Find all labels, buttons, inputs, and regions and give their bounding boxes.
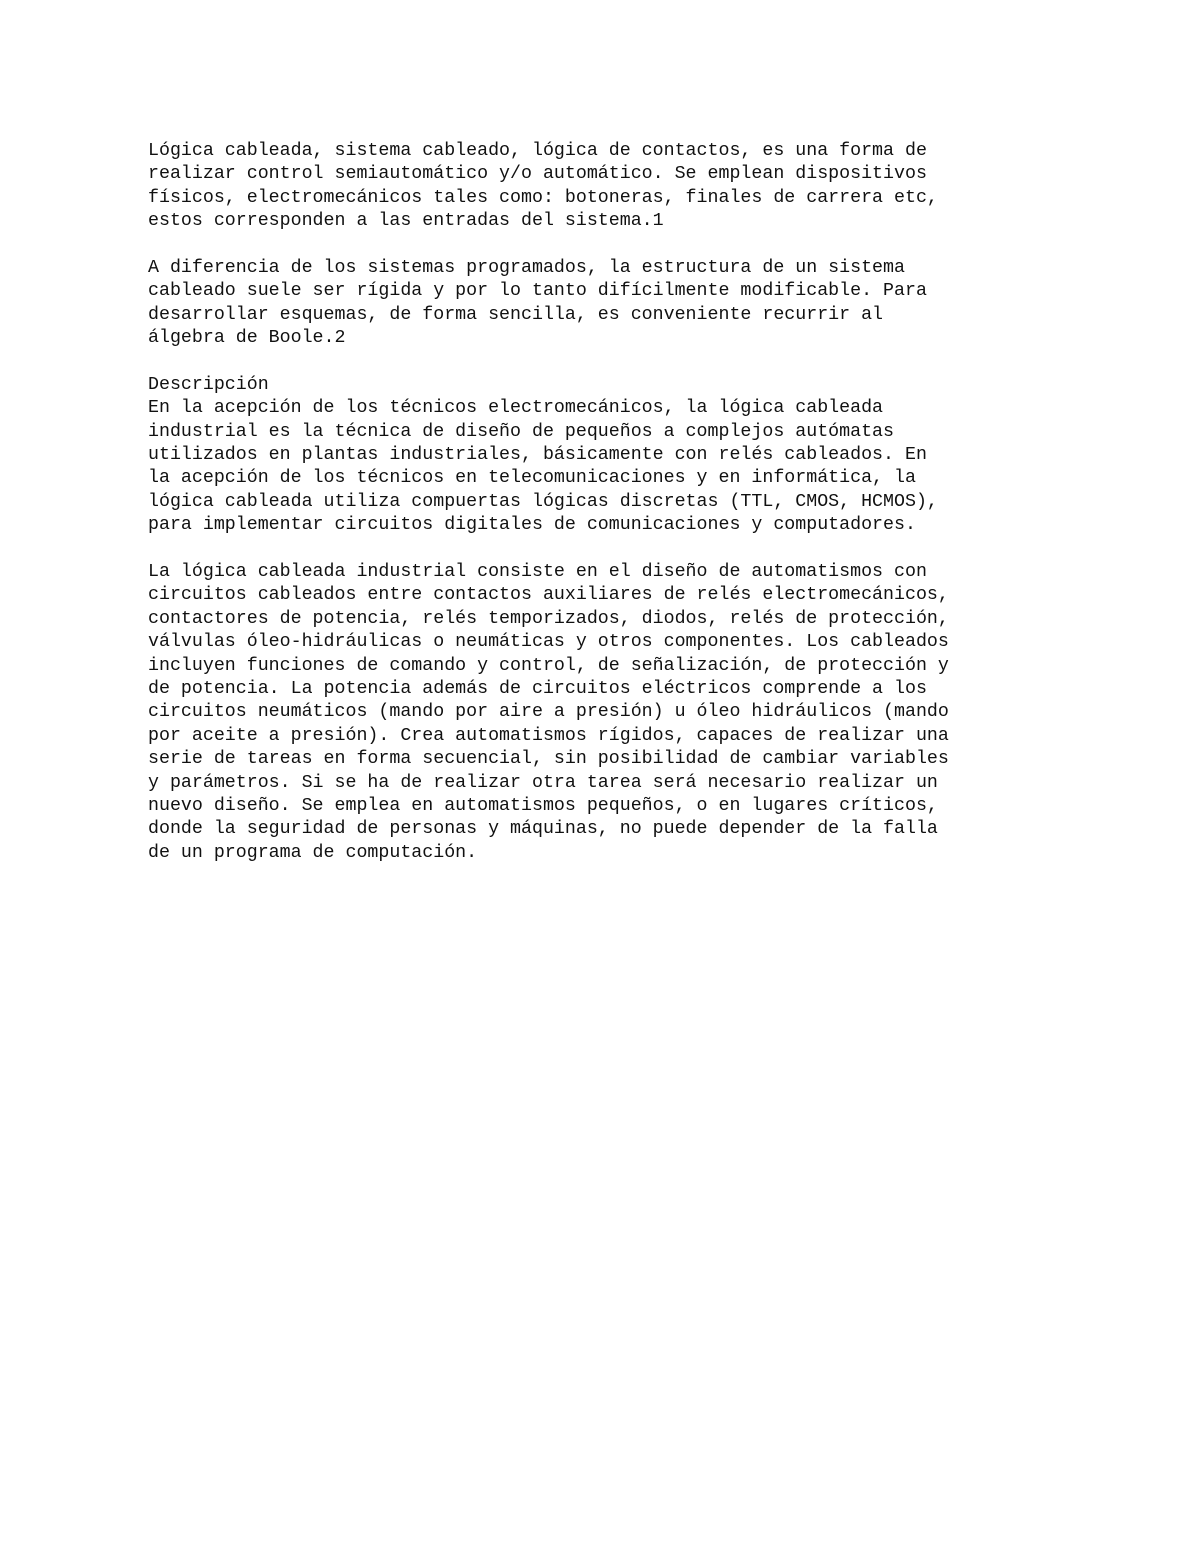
document-body: [148, 140, 1088, 889]
text-line: La lógica cableada industrial consiste en el diseño de automatismos con: [148, 562, 927, 583]
paragraph-industrial: [148, 561, 1088, 865]
text-line: estos corresponden a las entradas del sistema.1: [148, 211, 664, 232]
text-line: realizar control semiautomático y/o automático. Se emplean dispositivos: [148, 164, 927, 185]
text-line: Lógica cableada, sistema cableado, lógica de contactos, es una forma de: [148, 141, 927, 161]
text-line: físicos, electromecánicos tales como: botoneras, finales de carrera etc,: [148, 187, 938, 208]
text-line: En la acepción de los técnicos electromecánicos, la lógica cableada: [148, 398, 884, 419]
paragraph-intro: [148, 140, 1088, 234]
text-line: y parámetros. Si se ha de realizar otra tarea será necesario realizar un: [148, 772, 938, 793]
text-line: de potencia. La potencia además de circuitos eléctricos comprende a los: [148, 678, 927, 699]
text-line: desarrollar esquemas, de forma sencilla, es conveniente recurrir al: [148, 304, 884, 325]
text-line: circuitos neumáticos (mando por aire a presión) u óleo hidráulicos (mando: [148, 702, 949, 723]
section-heading: Descripción: [148, 374, 269, 395]
text-line: serie de tareas en forma secuencial, sin posibilidad de cambiar variables: [148, 749, 949, 770]
paragraph-difference: [148, 257, 1088, 351]
text-line: la acepción de los técnicos en telecomunicaciones y en informática, la: [148, 468, 916, 489]
text-line: nuevo diseño. Se emplea en automatismos pequeños, o en lugares críticos,: [148, 795, 938, 816]
text-line: cableado suele ser rígida y por lo tanto difícilmente modificable. Para: [148, 281, 927, 302]
text-line: industrial es la técnica de diseño de pequeños a complejos autómatas: [148, 421, 894, 442]
text-line: por aceite a presión). Crea automatismos rígidos, capaces de realizar una: [148, 725, 949, 746]
text-line: donde la seguridad de personas y máquinas, no puede depender de la falla: [148, 819, 938, 840]
text-line: contactores de potencia, relés temporizados, diodos, relés de protección,: [148, 608, 949, 629]
text-line: para implementar circuitos digitales de comunicaciones y computadores.: [148, 515, 916, 536]
section-heading-descripcion: [148, 374, 1088, 397]
text-line: circuitos cableados entre contactos auxiliares de relés electromecánicos,: [148, 585, 949, 606]
paragraph-description: [148, 397, 1088, 537]
text-line: lógica cableada utiliza compuertas lógicas discretas (TTL, CMOS, HCMOS),: [148, 491, 938, 512]
text-line: incluyen funciones de comando y control, de señalización, de protección y: [148, 655, 949, 676]
text-line: utilizados en plantas industriales, básicamente con relés cableados. En: [148, 445, 927, 466]
text-line: válvulas óleo-hidráulicas o neumáticas y otros componentes. Los cableados: [148, 632, 949, 653]
text-line: álgebra de Boole.2: [148, 328, 346, 349]
text-line: A diferencia de los sistemas programados, la estructura de un sistema: [148, 257, 905, 278]
text-line: de un programa de computación.: [148, 842, 478, 863]
